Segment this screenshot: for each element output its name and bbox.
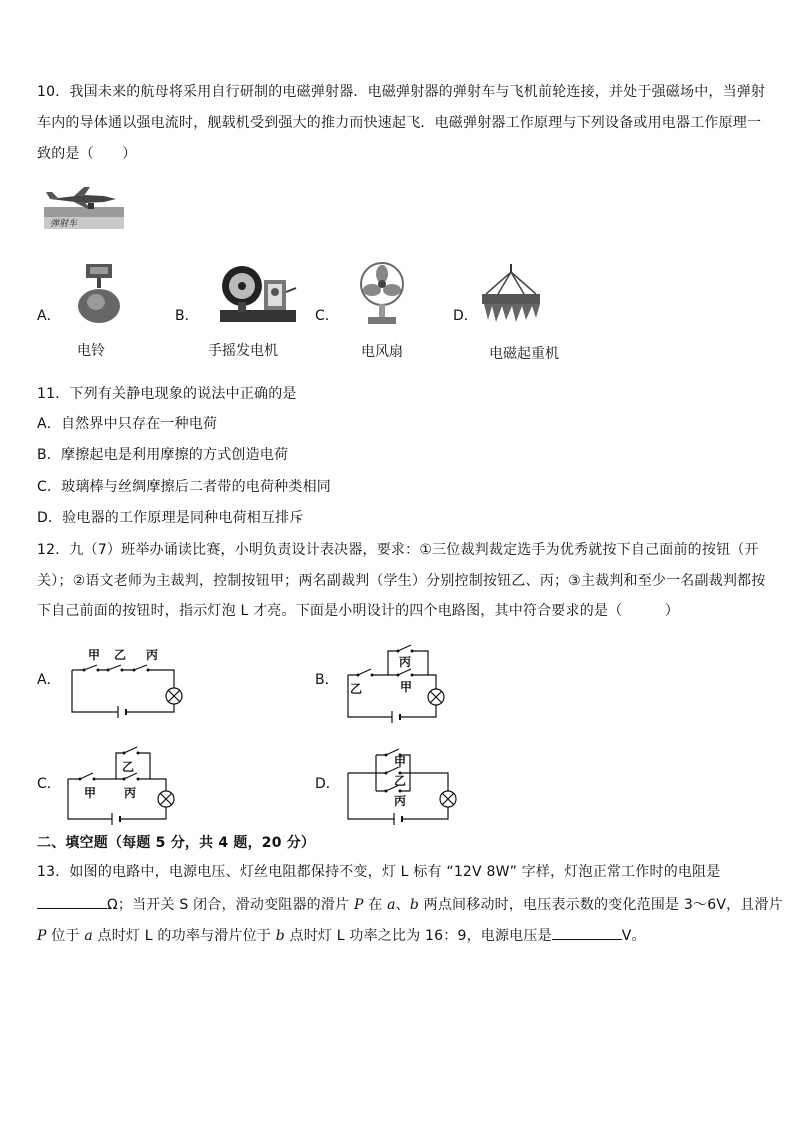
q12-option-b-letter: B． [315, 672, 339, 688]
circuit-d-label-bing: 丙 [394, 794, 407, 808]
circuit-b-label-yi: 乙 [350, 682, 363, 696]
q11-option-c: C．玻璃棒与丝绸摩擦后二者带的电荷种类相同 [37, 479, 331, 495]
q10-line2: 车内的导体通以强电流时，舰载机受到强大的推力而快速起飞．电磁弹射器工作原理与下列设备或用电器工作原理一 [37, 115, 762, 131]
q12-option-a-letter: A． [37, 672, 61, 688]
q13-symbol-p-2: P [37, 928, 47, 944]
q10-option-b-caption: 手摇发电机 [208, 343, 278, 359]
circuit-a-label-jia: 甲 [88, 648, 101, 662]
circuit-d [344, 745, 462, 823]
q10-line3: 致的是（ ） [37, 146, 137, 162]
q12-line3: 下自己前面的按钮时，指示灯泡 L 才亮。下面是小明设计的四个电路图，其中符合要求的是（ ） [37, 603, 680, 619]
circuit-c-label-jia: 甲 [84, 786, 97, 800]
q13-line3-b: 点时灯 L 的功率与滑片位于 [92, 928, 276, 944]
q10-line1: 10．我国未来的航母将采用自行研制的电磁弹射器．电磁弹射器的弹射车与飞机前轮连接，并处于强磁场中，当弹射 [37, 84, 766, 100]
q13-blank-voltage[interactable] [552, 925, 622, 940]
circuit-c [66, 741, 180, 823]
launcher-label: 弹射车 [50, 219, 78, 229]
q13-symbol-a: a [387, 897, 396, 913]
fan-image [358, 262, 406, 326]
q11-option-a: A．自然界中只存在一种电荷 [37, 416, 218, 432]
q13-line3 [37, 925, 646, 946]
q10-option-c-letter: C． [315, 308, 339, 324]
q10-option-b-letter: B． [175, 308, 199, 324]
q13-symbol-p: P [353, 897, 364, 913]
q10-option-a-letter: A． [37, 308, 61, 324]
q13-blank-resistance[interactable] [37, 894, 107, 909]
q10-option-a-caption: 电铃 [77, 343, 105, 359]
circuit-a [68, 646, 188, 718]
q12-line1: 12．九（7）班举办诵读比赛，小明负责设计表决器，要求：①三位裁判裁定选手为优秀就按下自己面前的按钮（开 [37, 542, 759, 558]
q13-line2-c: 、 [395, 897, 410, 913]
q12-option-c-letter: C． [37, 776, 61, 792]
q10-option-d-caption: 电磁起重机 [489, 346, 559, 362]
circuit-a-label-bing: 丙 [146, 648, 159, 662]
crane-magnet-image [478, 262, 544, 328]
q13-line2-d: 两点间移动时，电压表示数的变化范围是 3～6V，且滑片 [419, 897, 783, 913]
q13-symbol-b: b [409, 897, 419, 913]
q11-stem: 11．下列有关静电现象的说法中正确的是 [37, 386, 297, 402]
circuit-d-label-jia: 甲 [394, 755, 407, 769]
q12-line2: 关）；②语文老师为主裁判，控制按钮甲；两名副裁判（学生）分别控制按钮乙、丙；③主裁判和至少一名副裁判都按 [37, 573, 766, 589]
q13-line1: 13．如图的电路中，电源电压、灯丝电阻都保持不变，灯 L 标有 “12V 8W” 字样，灯泡正常工作时的电阻是 [37, 864, 721, 880]
q13-line3-d: V。 [621, 928, 646, 944]
q11-option-b: B．摩擦起电是利用摩擦的方式创造电荷 [37, 447, 289, 463]
section2-heading: 二、填空题（每题 5 分，共 4 题，20 分） [37, 835, 316, 851]
q13-symbol-a-2: a [84, 928, 93, 944]
circuit-b-label-jia: 甲 [400, 680, 413, 694]
q13-line3-c: 点时灯 L 功率之比为 16：9，电源电压是 [284, 928, 552, 944]
generator-image [220, 262, 298, 324]
q13-line2 [37, 894, 783, 915]
launcher-figure [44, 185, 126, 231]
bell-image [76, 262, 122, 324]
q11-option-d: D．验电器的工作原理是同种电荷相互排斥 [37, 510, 304, 526]
q13-line2-a: Ω；当开关 S 闭合，滑动变阻器的滑片 [107, 897, 354, 913]
q10-option-d-letter: D． [453, 308, 478, 324]
q13-line2-b: 在 [363, 897, 388, 913]
q10-option-c-caption: 电风扇 [361, 344, 403, 360]
q13-symbol-b-2: b [275, 928, 285, 944]
circuit-c-label-bing: 丙 [124, 786, 137, 800]
q13-line3-a: 位于 [46, 928, 85, 944]
circuit-d-label-yi: 乙 [394, 774, 407, 788]
circuit-b-label-bing: 丙 [399, 655, 412, 669]
circuit-b [344, 641, 456, 721]
circuit-c-label-yi: 乙 [122, 760, 135, 774]
q12-option-d-letter: D． [315, 776, 340, 792]
circuit-a-label-yi: 乙 [114, 648, 127, 662]
